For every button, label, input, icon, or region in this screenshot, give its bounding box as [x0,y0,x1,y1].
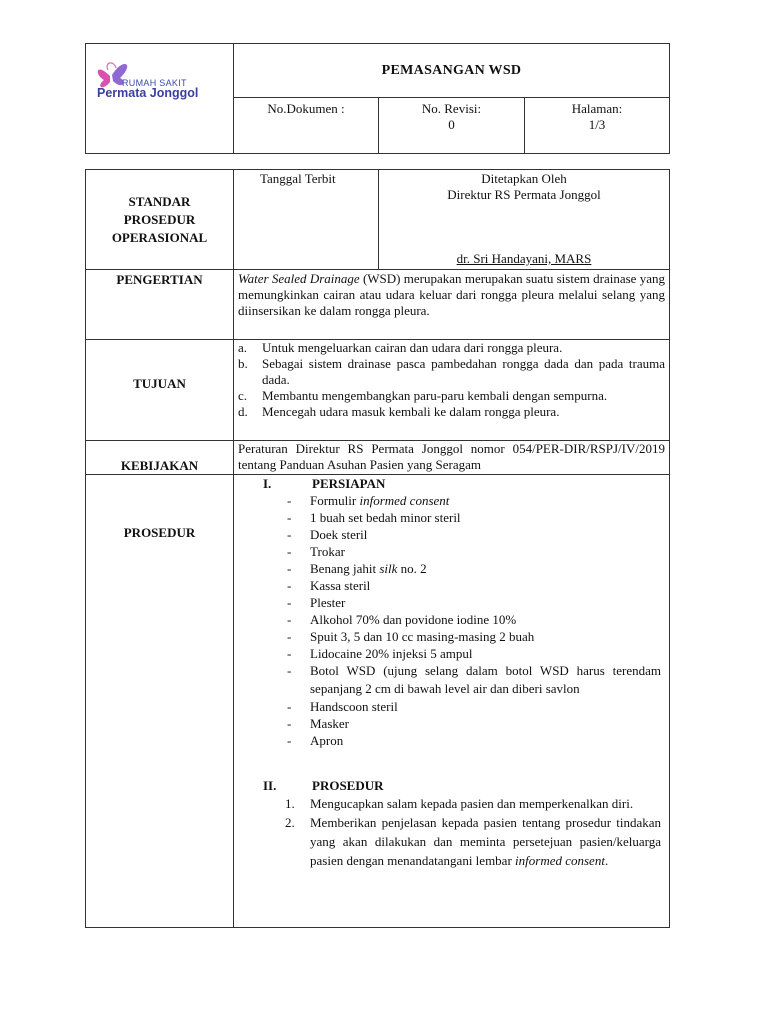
section-title: PERSIAPAN [312,476,386,491]
list-text: Mencegah udara masuk kembali ke dalam rongga pleura. [262,404,560,419]
list-item [238,543,661,560]
item-text: Spuit 3, 5 dan 10 cc masing-masing 2 buah [310,629,535,644]
dash-marker: - [287,510,292,525]
step-marker: 2. [285,815,295,830]
issue-date-label: Tanggal Terbit [260,171,336,186]
list-text: Untuk mengeluarkan cairan dan udara dari rongga pleura. [262,340,563,355]
item-text: Alkohol 70% dan povidone iodine 10% [310,612,517,627]
item-text: Kassa steril [310,578,371,593]
section-prosedur-heading [238,778,661,794]
section-persiapan-heading [238,476,661,492]
list-item [238,594,661,611]
list-item [238,715,661,732]
revision-cell [379,98,525,154]
page-value: 1/3 [588,117,606,132]
dash-marker: - [287,612,292,627]
sop-table [85,169,670,928]
item-text: Trokar [310,544,345,559]
prosedur-steps-list [238,794,661,870]
header-table [85,43,670,154]
list-marker: c. [238,388,248,403]
section-title: PROSEDUR [312,778,384,793]
list-marker: a. [238,340,248,355]
set-by-line2: Direktur RS Permata Jonggol [447,187,601,202]
issue-date-cell [234,170,379,270]
list-item [238,388,665,404]
item-text: Botol WSD (ujung selang dalam botol WSD harus terendam sepanjang 2 cm di bawah level air dan diberi savlon [310,663,661,696]
list-item [238,356,665,388]
prosedur-label: PROSEDUR [86,475,234,928]
section-numeral: II. [263,778,277,793]
prosedur-cell [234,475,670,928]
list-item [238,404,665,420]
section-numeral: I. [263,476,272,491]
list-item [238,794,661,813]
list-item [238,645,661,662]
step-text: Memberikan penjelasan kepada pasien tentang prosedur tindakan yang akan dilakukan dan meminta persetejuan pasien/keluarga pasien dengan menandatangani lembar [310,815,661,868]
dash-marker: - [287,561,292,576]
item-text: Doek steril [310,527,368,542]
tujuan-cell [234,340,670,441]
dash-marker: - [287,493,292,508]
item-text: Lidocaine 20% injeksi 5 ampul [310,646,473,661]
logo-line1: RUMAH SAKIT [122,78,187,88]
list-item [238,577,661,594]
step-text: . [604,853,609,868]
list-item [238,813,661,870]
item-text: Plester [310,595,346,610]
persiapan-list [238,492,661,749]
item-text: Masker [310,716,349,731]
list-item [238,698,661,715]
tujuan-list [238,340,665,420]
list-item [238,509,661,526]
list-item [238,560,661,577]
kebijakan-text: Peraturan Direktur RS Permata Jonggol nomor 054/PER-DIR/RSPJ/IV/2019 tentang Panduan Asuhan Pasien yang Seragam [234,441,670,475]
sop-label [86,170,234,270]
list-text: Sebagai sistem drainase pasca pambedahan rongga dada dan pada trauma dada. [262,356,665,387]
dash-marker: - [287,733,292,748]
item-text: Apron [310,733,344,748]
document-title: PEMASANGAN WSD [234,44,670,98]
dash-marker: - [287,699,292,714]
doc-number-cell [234,98,379,154]
logo-line2: Permata Jonggol [97,86,199,100]
item-text: Handscoon steril [310,699,398,714]
hospital-logo [92,56,222,106]
set-by-line1: Ditetapkan Oleh [481,171,567,186]
pengertian-term: Water Sealed Drainage [238,271,360,286]
page-label: Halaman: [571,101,623,116]
doc-number-label: No.Dokumen : [267,101,345,116]
signatory-name: dr. Sri Handayani, MARS [456,251,592,266]
item-text: Benang jahit [310,561,380,576]
step-text: Mengucapkan salam kepada pasien dan memperkenalkan diri. [310,796,634,811]
dash-marker: - [287,716,292,731]
approval-cell [379,170,670,270]
item-text-italic: informed consent [359,493,450,508]
list-item [238,526,661,543]
page-cell [525,98,670,154]
list-marker: d. [238,404,248,419]
list-item [238,662,661,698]
dash-marker: - [287,544,292,559]
pengertian-text [234,270,670,340]
logo-cell [86,44,234,154]
dash-marker: - [287,629,292,644]
list-item [238,611,661,628]
sop-label-line1: STANDAR [128,193,191,209]
dash-marker: - [287,527,292,542]
step-marker: 1. [285,796,295,811]
item-text: no. 2 [397,561,427,576]
tujuan-label: TUJUAN [86,340,234,441]
revision-label: No. Revisi: [421,101,482,116]
sop-label-line3: OPERASIONAL [111,229,208,245]
dash-marker: - [287,663,292,678]
dash-marker: - [287,595,292,610]
pengertian-body: (WSD) merupakan merupakan suatu sistem drainase yang memungkinkan cairan atau udara keluar dari rongga pleura melalui selang yang diinsersikan ke dalam rongga pleura. [238,271,666,318]
sop-label-line2: PROSEDUR [123,211,196,227]
revision-value: 0 [448,117,455,132]
item-text: Formulir [310,493,360,508]
pengertian-label: PENGERTIAN [86,270,234,340]
list-item [238,732,661,749]
kebijakan-label: KEBIJAKAN [86,441,234,475]
list-text: Membantu mengembangkan paru-paru kembali dengan sempurna. [262,388,608,403]
step-text-italic: informed consent [515,853,605,868]
list-marker: b. [238,356,248,371]
list-item [238,628,661,645]
item-text-italic: silk [379,561,398,576]
list-item [238,340,665,356]
list-item [238,492,661,509]
item-text: 1 buah set bedah minor steril [310,510,461,525]
dash-marker: - [287,578,292,593]
dash-marker: - [287,646,292,661]
